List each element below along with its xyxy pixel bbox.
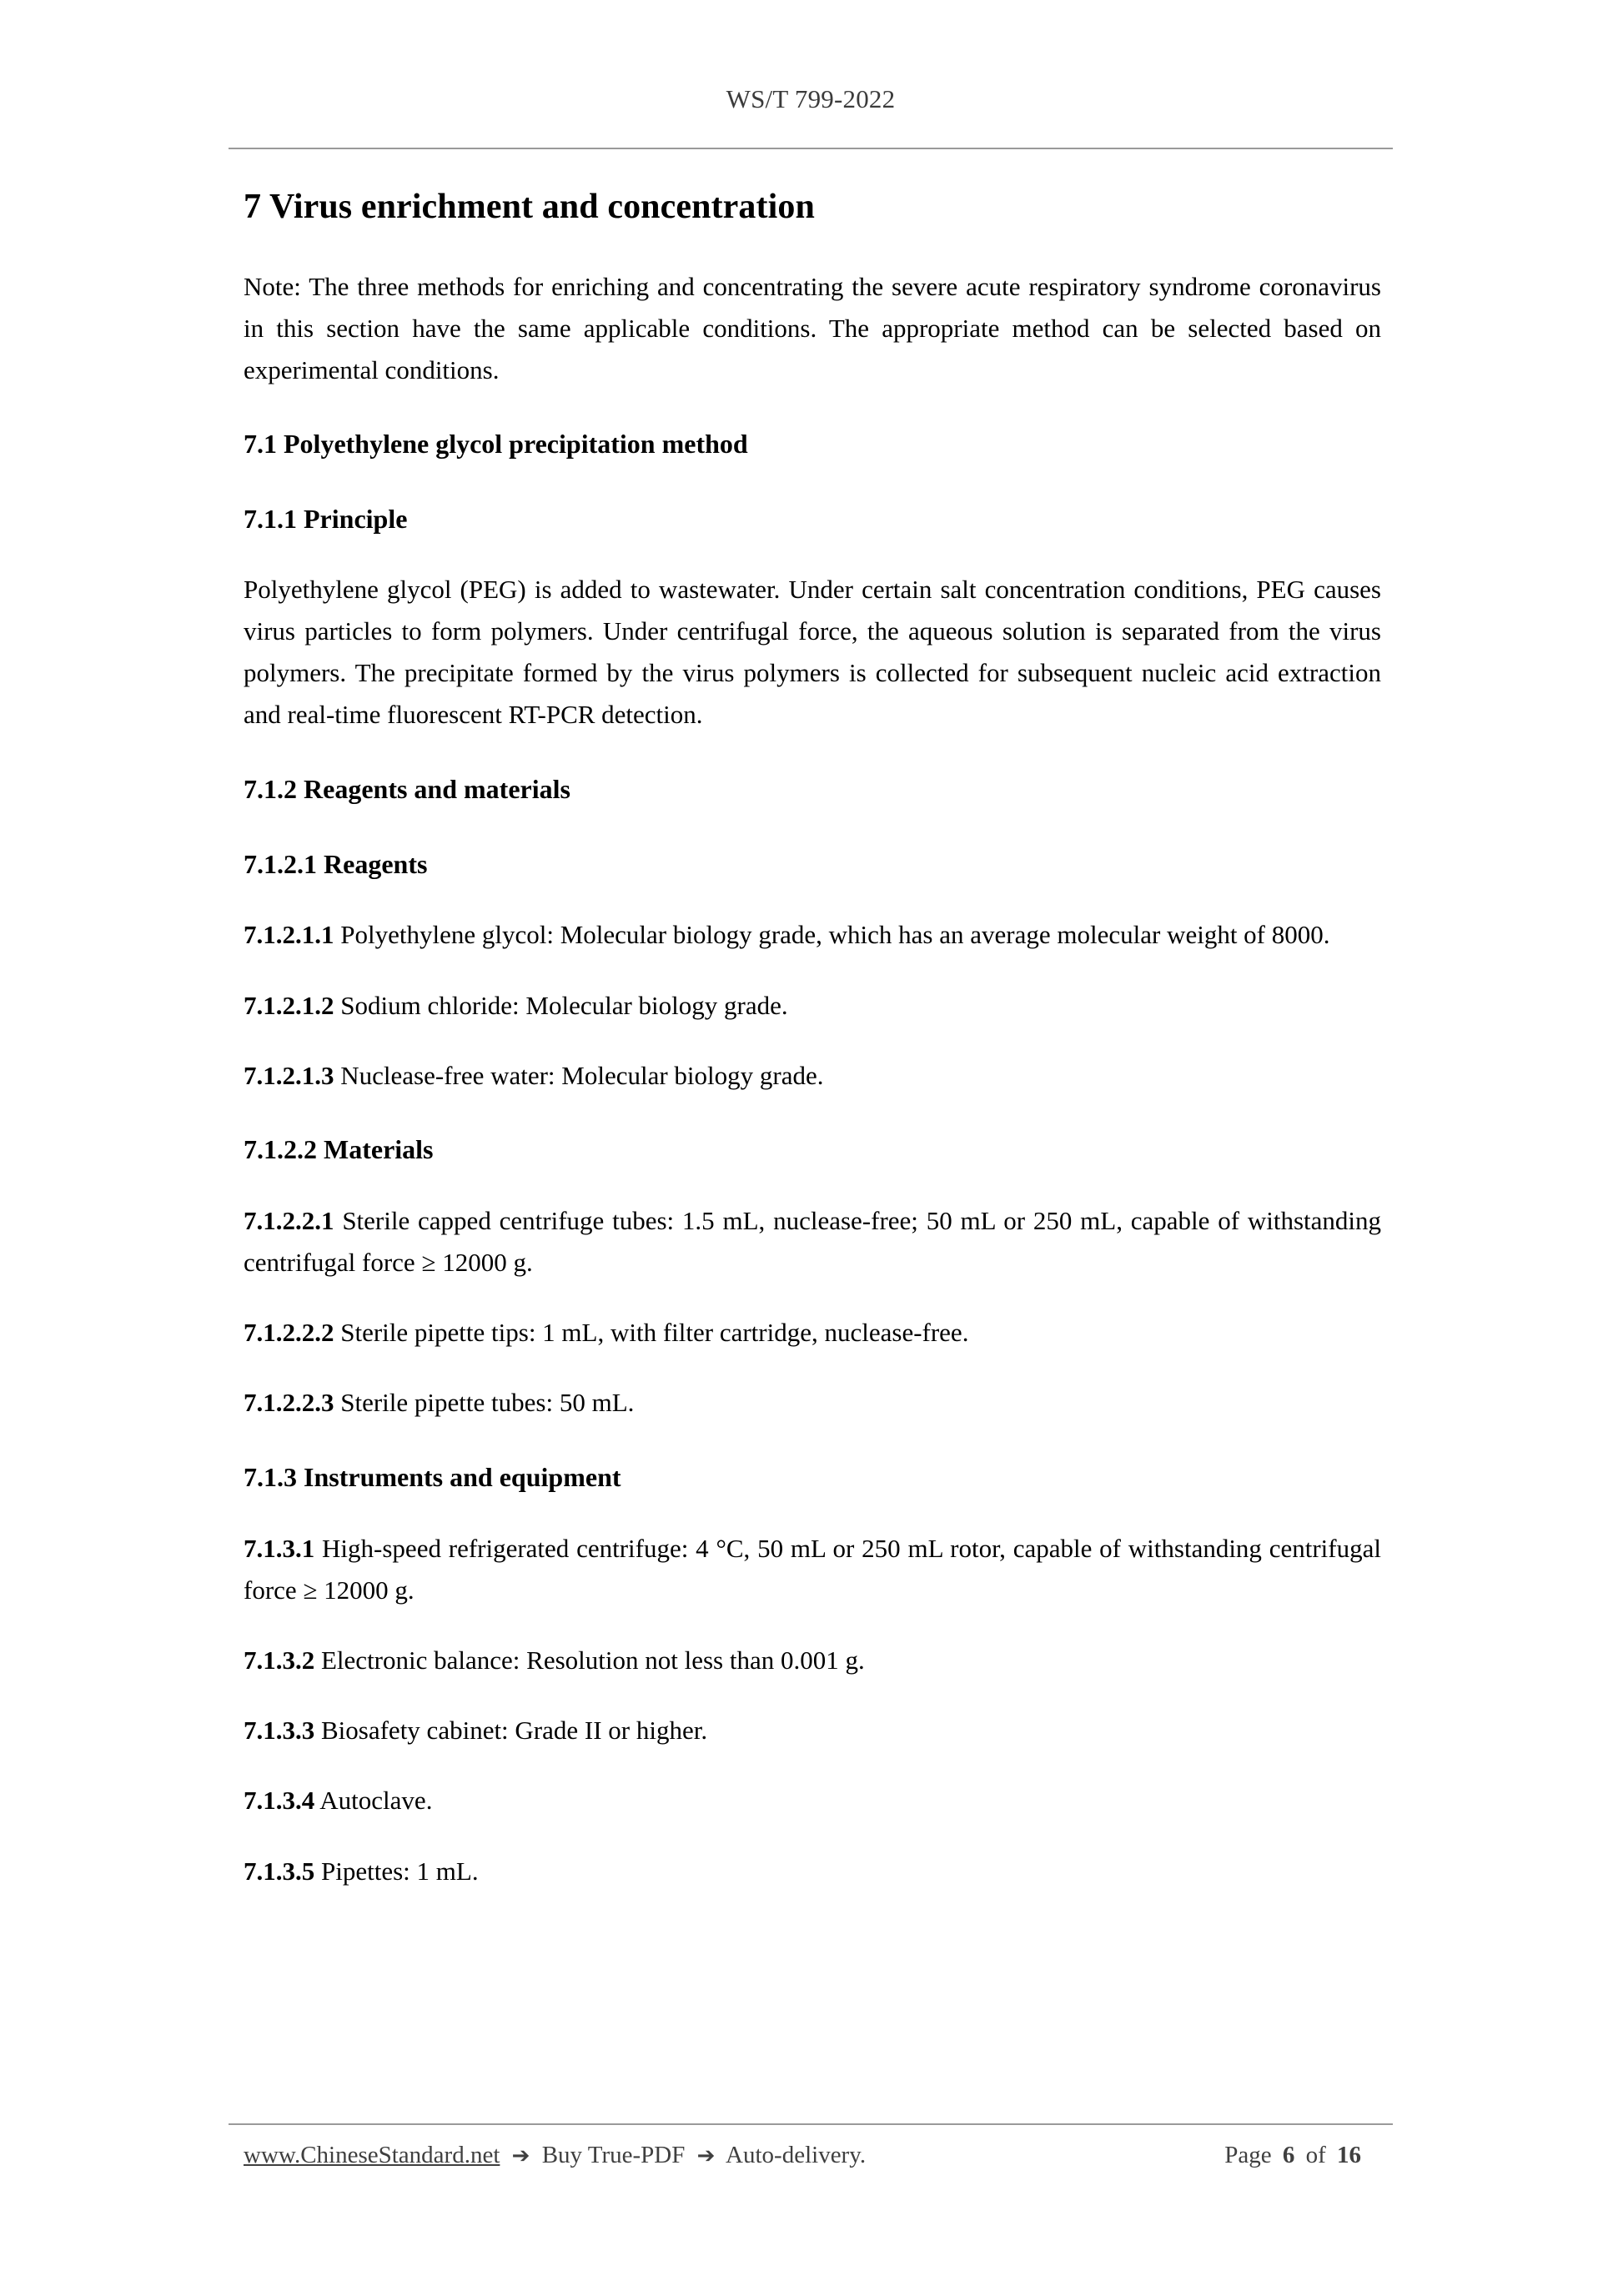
section-note: Note: The three methods for enriching and concentrating the severe acute respiratory syndrome coronavirus in this section have the same applicable conditions. The appropriate method can be selected based on experimental conditions. — [244, 271, 1381, 384]
clause-text: Electronic balance: Resolution not less than 0.001 g. — [321, 1645, 865, 1675]
footer-offer-label: Buy True-PDF — [541, 2142, 686, 2168]
footer-delivery-label: Auto-delivery. — [726, 2142, 867, 2168]
clause-item — [244, 1851, 1381, 1892]
clause-number: 7.1.3.3 — [244, 1716, 315, 1746]
heading-7-1-2-2: 7.1.2.2 Materials — [244, 1134, 434, 1164]
paragraph-principle: Polyethylene glycol (PEG) is added to wastewater. Under certain salt concentration conditions, PEG causes virus particles to form polymers. Under centrifugal force, the aqueous solution is separated from the virus polymers. The precipitate formed by the virus polymers is collected for subsequent nucleic acid extraction and real-time fluorescent RT-PCR detection. — [244, 574, 1381, 730]
heading-7-1-3: 7.1.3 Instruments and equipment — [244, 1461, 621, 1492]
clause-number: 7.1.2.2.3 — [244, 1388, 334, 1418]
clause-item — [244, 1640, 1381, 1681]
page-indicator — [1224, 2142, 1381, 2169]
clause-item — [244, 1528, 1381, 1611]
footer-divider — [229, 2123, 1393, 2125]
arrow-right-icon: ➔ — [511, 2143, 530, 2168]
clause-number: 7.1.2.1.2 — [244, 990, 334, 1020]
page-footer — [244, 2142, 1381, 2169]
heading-7-1: 7.1 Polyethylene glycol precipitation method — [244, 429, 748, 460]
page-total: 16 — [1337, 2142, 1361, 2168]
clause-number: 7.1.3.1 — [244, 1533, 315, 1563]
clause-item — [244, 914, 1381, 956]
page-number: 6 — [1282, 2142, 1295, 2168]
clause-number: 7.1.2.1.3 — [244, 1060, 334, 1090]
clause-text: Autoclave. — [319, 1786, 433, 1816]
clause-number: 7.1.3.5 — [244, 1856, 315, 1886]
clause-text: High-speed refrigerated centrifuge: 4 °C, 50 mL or 250 mL rotor, capable of withstanding centrifugal force ≥ 12000 g. — [244, 1533, 1381, 1605]
clause-number: 7.1.2.2.2 — [244, 1318, 334, 1348]
clause-text: Nuclease-free water: Molecular biology grade. — [340, 1060, 824, 1090]
clause-text: Polyethylene glycol: Molecular biology grade, which has an average molecular weight of 8000. — [340, 920, 1330, 950]
clause-text: Biosafety cabinet: Grade II or higher. — [321, 1716, 708, 1746]
clause-text: Sterile capped centrifuge tubes: 1.5 mL, nuclease-free; 50 mL or 250 mL, capable of withstanding centrifugal force ≥ 12000 g. — [244, 1205, 1382, 1278]
website-link[interactable]: www.ChineseStandard.net — [244, 2142, 500, 2168]
clause-item — [244, 985, 1381, 1027]
heading-7-1-2-1: 7.1.2.1 Reagents — [244, 848, 428, 879]
clause-text: Sodium chloride: Molecular biology grade. — [340, 990, 788, 1020]
page-content — [244, 185, 1381, 1892]
clause-item — [244, 1710, 1381, 1751]
header-divider — [229, 148, 1393, 149]
heading-7-1-2: 7.1.2 Reagents and materials — [244, 773, 570, 804]
page-of-label: of — [1305, 2142, 1326, 2168]
clause-number: 7.1.3.4 — [244, 1786, 315, 1816]
footer-promo — [244, 2142, 866, 2169]
clause-number: 7.1.2.1.1 — [244, 920, 334, 950]
page-label: Page — [1224, 2142, 1272, 2168]
clause-item — [244, 1382, 1381, 1424]
clause-number: 7.1.3.2 — [244, 1645, 315, 1675]
clause-item — [244, 1055, 1381, 1097]
clause-item — [244, 1780, 1381, 1821]
running-header: WS/T 799-2022 — [726, 84, 896, 113]
clause-item — [244, 1312, 1381, 1354]
clause-text: Sterile pipette tips: 1 mL, with filter cartridge, nuclease-free. — [340, 1318, 969, 1348]
clause-text: Sterile pipette tubes: 50 mL. — [340, 1388, 635, 1418]
clause-number: 7.1.2.2.1 — [244, 1205, 334, 1235]
heading-7-1-1: 7.1.1 Principle — [244, 503, 408, 534]
arrow-right-icon: ➔ — [696, 2143, 716, 2168]
clause-item — [244, 1200, 1381, 1284]
clause-text: Pipettes: 1 mL. — [321, 1856, 479, 1886]
page-title: 7 Virus enrichment and concentration — [244, 188, 815, 226]
